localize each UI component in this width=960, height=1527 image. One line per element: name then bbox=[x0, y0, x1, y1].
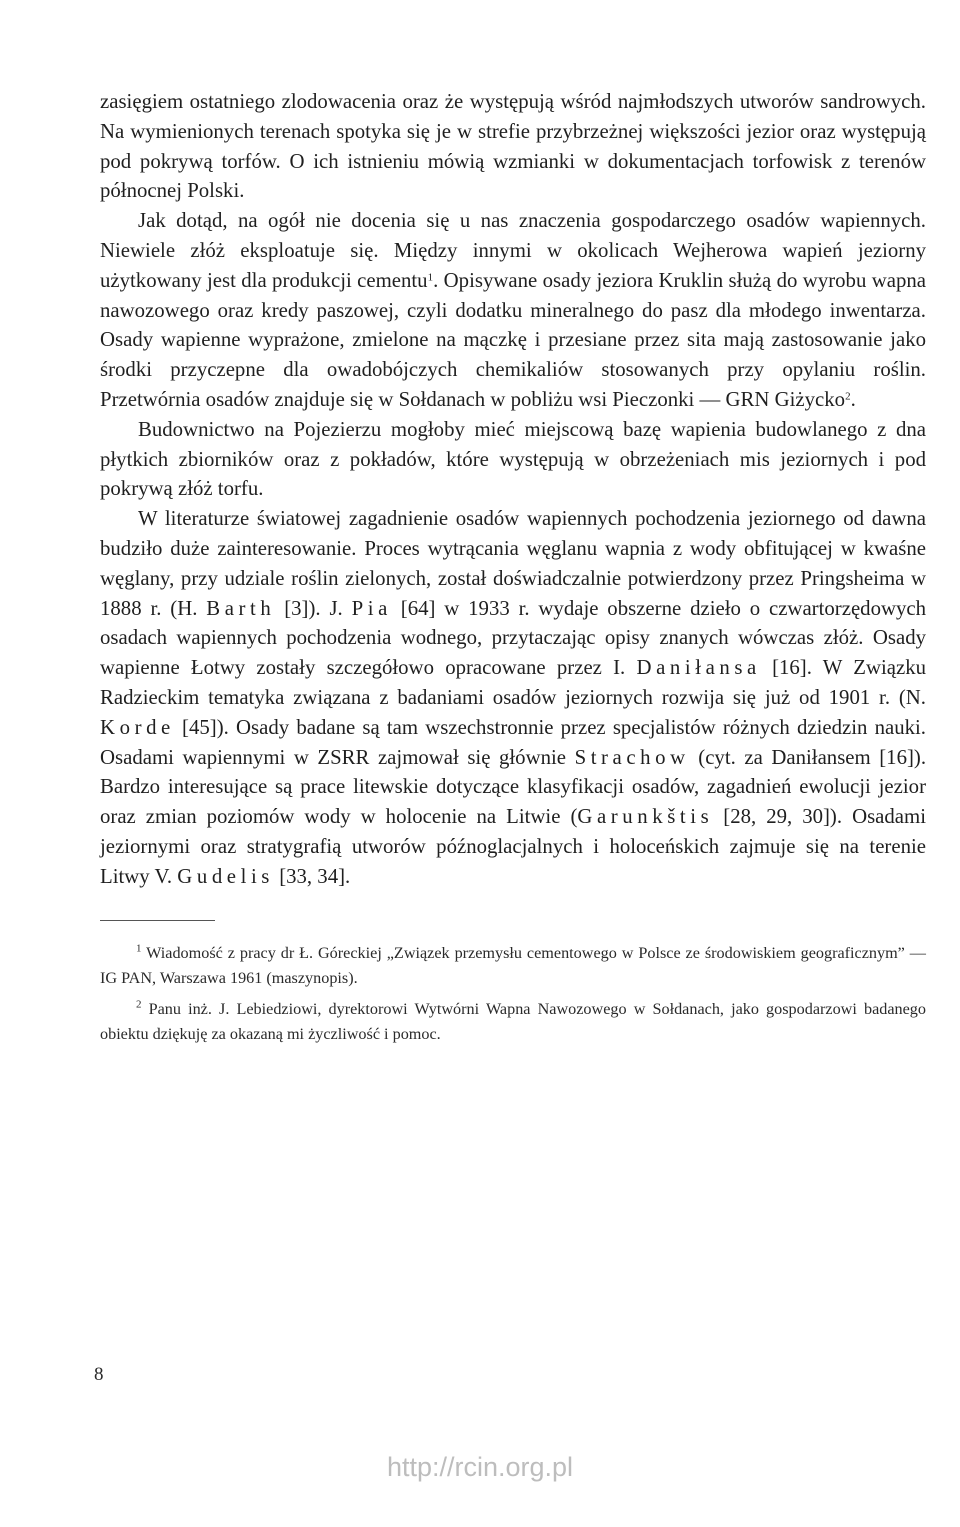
paragraph-4 bbox=[100, 504, 926, 891]
paragraph-1-text: zasięgiem ostatniego zlodowacenia oraz że występują wśród najmłodszych utworów sandrowych. Na wymienionych terenach spotyka się je w strefie przybrzeżnej większości jezior oraz występują pod pokrywą torfów. O ich istnieniu mówią wzmianki w dokumentacjach torfowisk z terenów północnej Polski. bbox=[100, 90, 926, 203]
footnote-1 bbox=[100, 941, 926, 991]
author-korde: Korde bbox=[100, 715, 175, 739]
page-number: 8 bbox=[94, 1364, 104, 1385]
author-strachow: Strachow bbox=[574, 745, 690, 769]
paragraph-4-text-4: [16]. W Związku Radzieckim tematyka związana z badaniami osadów jeziornych rozwija się już od 1901 r. (N. bbox=[100, 656, 927, 709]
paragraph-2 bbox=[100, 206, 926, 415]
paragraph-1 bbox=[100, 87, 926, 206]
author-gudelis: Gudelis bbox=[177, 864, 274, 888]
paragraph-4-text-5: [45]). Osady badane są tam wszechstronnie przez specjalistów różnych dziedzin nauki. Osadami wapiennymi w ZSRR zajmował się głównie bbox=[100, 715, 927, 769]
page-body bbox=[100, 87, 926, 1053]
footnote-1-mark: 1 bbox=[136, 941, 142, 954]
watermark-url: http://rcin.org.pl bbox=[386, 1452, 574, 1482]
footnote-ref-2[interactable]: 2 bbox=[845, 390, 851, 403]
paragraph-3 bbox=[100, 415, 926, 504]
author-garunkstis: Garunkštis bbox=[577, 805, 714, 829]
footnote-separator bbox=[100, 920, 215, 921]
paragraph-2-text-a: Jak dotąd, na ogół nie docenia się u nas znaczenia gospodarczego osadów wapiennych. Niewiele złóż eksploatuje się. Między innymi w okolicach Wejherowa wapień jeziorny użytkowany jest dla produkcji cementu bbox=[100, 209, 926, 292]
footnote-2-text: Panu inż. J. Lebiedziowi, dyrektorowi Wytwórni Wapna Nawozowego w Sołdanach, jako gospodarzowi badanego obiektu dziękuję za okazaną mi życzliwość i pomoc. bbox=[100, 999, 926, 1043]
author-barth: Barth bbox=[206, 596, 276, 620]
paragraph-4-text-3: [64] w 1933 r. wydaje obszerne dzieło o czwartorzędowych osadach wapiennych pochodzenia wodnego, przytaczając opisy znanych wówczas złóż. Osady wapienne Łotwy zostały szczegółowo opracowane przez I. bbox=[100, 596, 927, 680]
footnote-1-text: Wiadomość z pracy dr Ł. Góreckiej „Związek przemysłu cementowego w Polsce ze środowiskiem geograficznym” — IG PAN, Warszawa 1961 (maszynopis). bbox=[100, 943, 926, 987]
paragraph-4-text-6: (cyt. za Daniłansem [16]). Bardzo interesujące są prace litewskie dotyczące klasyfikacji osadów, zagadnień ewolucji jezior oraz zmian poziomów wody w holocenie na Litwie ( bbox=[100, 745, 927, 829]
paragraph-4-text-7: [28, 29, 30]). Osadami jeziornymi oraz stratygrafią utworów późnoglacjalnych i holoceńskich zajmuje się na terenie Litwy V. bbox=[100, 805, 926, 888]
paragraph-4-text-1: W literaturze światowej zagadnienie osadów wapiennych pochodzenia jeziornego od dawna budziło duże zainteresowanie. Proces wytrącania węglanu wapnia z wody obfitującej w kwaśne węglany, przy udziale roślin zielonych, został doświadczalnie potwierdzony przez Pringsheima w 1888 r. (H. bbox=[100, 507, 926, 620]
paragraph-2-text-b: . Opisywane osady jeziora Kruklin służą do wyrobu wapna nawozowego oraz kredy paszowej, czyli dodatku mineralnego do pasz dla młodego inwentarza. Osady wapienne wyprażone, zmielone na mączkę i przesiane przez sita mają zastosowanie jako środki przyczepne dla owadobójczych chemikaliów stosowanych przy opylaniu roślin. Przetwórnia osadów znajduje się w Sołdanach w pobliżu wsi Pieczonki — GRN Giżycko bbox=[100, 268, 926, 411]
author-danilansa: Daniłansa bbox=[636, 656, 761, 680]
paragraph-3-text: Budownictwo na Pojezierzu mogłoby mieć miejscową bazę wapienia budowlanego z dna płytkich zbiorników oraz z pokładów, które występują w obrzeżeniach mis jeziornych i pod pokrywą złóż torfu. bbox=[100, 417, 926, 501]
author-pia: Pia bbox=[351, 596, 392, 620]
paragraph-4-text-2: [3]). J. bbox=[284, 596, 343, 620]
footnote-ref-1[interactable]: 1 bbox=[427, 271, 434, 284]
footnote-2-mark: 2 bbox=[136, 997, 142, 1010]
footnote-2 bbox=[100, 997, 926, 1047]
paragraph-4-text-8: [33, 34]. bbox=[279, 864, 351, 888]
paragraph-2-text-c: . bbox=[850, 387, 856, 411]
